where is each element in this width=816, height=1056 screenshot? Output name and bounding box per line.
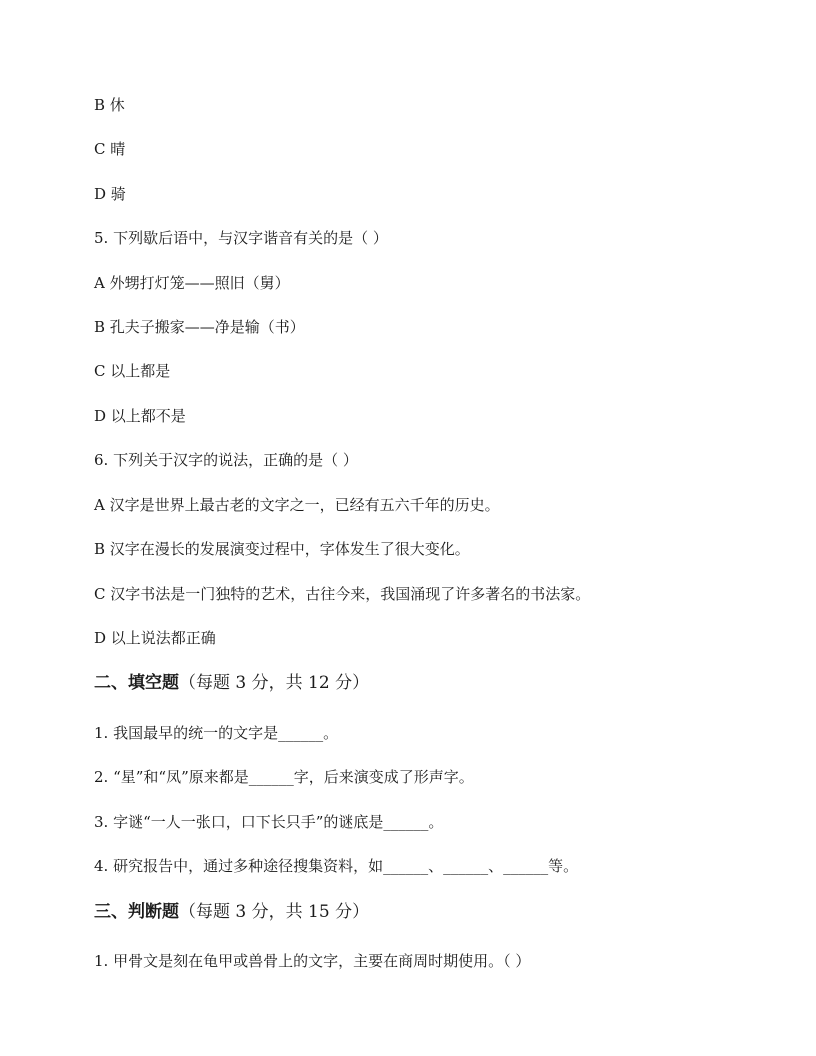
q5-option-b: B 孔夫子搬家——净是输（书） <box>94 318 305 336</box>
question-6: 6. 下列关于汉字的说法，正确的是（ ） <box>94 451 358 469</box>
question-5: 5. 下列歇后语中，与汉字谐音有关的是（ ） <box>94 229 388 247</box>
fill-blank-item-1: 1. 我国最早的统一的文字是______。 <box>94 724 339 742</box>
q5-option-c: C 以上都是 <box>94 362 171 380</box>
section-score-note: （每题 3 分，共 12 分） <box>179 673 370 693</box>
section-title: 三、判断题 <box>94 902 179 922</box>
section-title: 二、填空题 <box>94 673 179 693</box>
fill-blank-item-3: 3. 字谜“一人一张口，口下长只手”的谜底是______。 <box>94 813 444 831</box>
option-c-qing: C 晴 <box>94 140 126 158</box>
q6-option-a: A 汉字是世界上最古老的文字之一，已经有五六千年的历史。 <box>94 496 500 514</box>
q5-option-d: D 以上都不是 <box>94 407 186 425</box>
section-score-note: （每题 3 分，共 15 分） <box>179 902 370 922</box>
section-heading-true-false <box>94 901 369 923</box>
option-d-qi: D 骑 <box>94 185 126 203</box>
fill-blank-item-2: 2. “星”和“凤”原来都是______字，后来演变成了形声字。 <box>94 768 474 786</box>
q5-option-a: A 外甥打灯笼——照旧（舅） <box>94 274 290 292</box>
fill-blank-item-4: 4. 研究报告中，通过多种途径搜集资料，如______、______、______等。 <box>94 857 579 875</box>
option-b-xiu: B 休 <box>94 96 125 114</box>
q6-option-b: B 汉字在漫长的发展演变过程中，字体发生了很大变化。 <box>94 540 470 558</box>
true-false-item-1: 1. 甲骨文是刻在龟甲或兽骨上的文字，主要在商周时期使用。（ ） <box>94 952 531 970</box>
q6-option-c: C 汉字书法是一门独特的艺术，古往今来，我国涌现了许多著名的书法家。 <box>94 585 591 603</box>
q6-option-d: D 以上说法都正确 <box>94 629 216 647</box>
section-heading-fill-blank <box>94 672 369 694</box>
